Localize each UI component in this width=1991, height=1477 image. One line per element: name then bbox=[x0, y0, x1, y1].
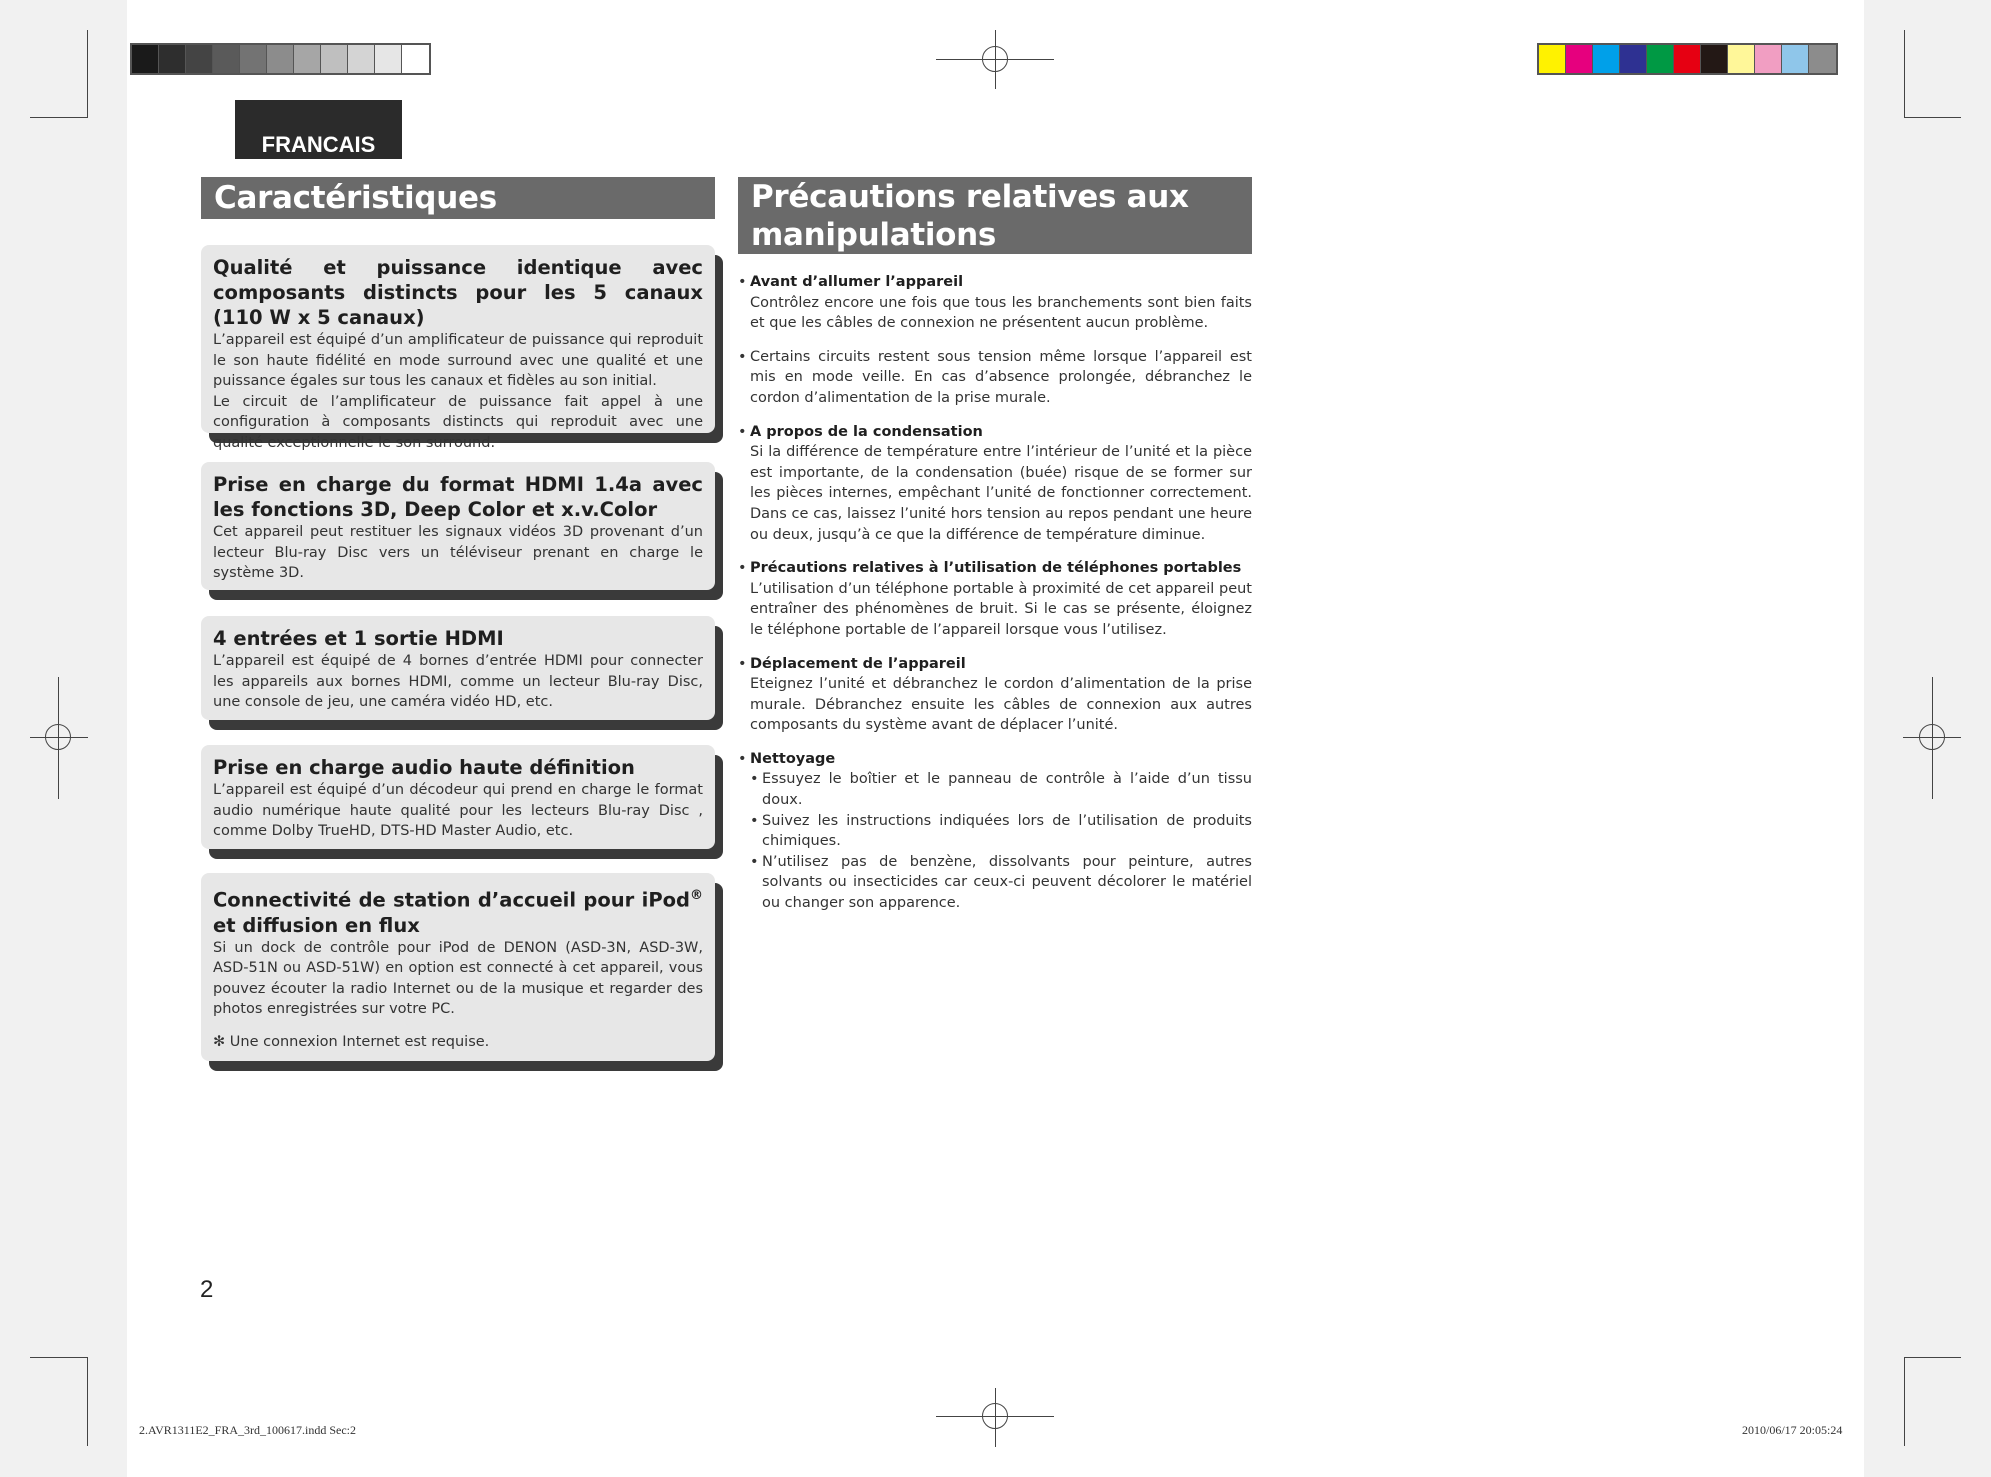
feature-body: L’appareil est équipé d’un décodeur qui prend en charge le format audio numérique haute qualité pour les lecteurs Blu-ray Disc , comme Dolby TrueHD, DTS-HD Master Audio, etc. bbox=[213, 782, 703, 840]
features-section-title: Caractéristiques bbox=[201, 177, 715, 219]
precaution-heading: Déplacement de l’appareil bbox=[750, 655, 966, 672]
color-swatch bbox=[348, 45, 375, 73]
color-swatch bbox=[1809, 45, 1836, 73]
precaution-text: L’utilisation d’un téléphone portable à proximité de cet appareil peut entraîner des phénomènes de bruit. Si le cas se présente, éloignez le téléphone portable de l’appareil lorsque vous l’utilisez. bbox=[750, 580, 1252, 638]
precaution-text: Certains circuits restent sous tension même lorsque l’appareil est mis en mode veille. En cas d’absence prolongée, débranchez le cordon d’alimentation de la prise murale. bbox=[750, 348, 1252, 406]
crop-mark bbox=[87, 1357, 88, 1446]
precaution-subitem-text: Suivez les instructions indiquées lors de l’utilisation de produits chimiques. bbox=[762, 812, 1252, 850]
registration-mark-icon bbox=[1919, 724, 1945, 750]
bullet-icon: • bbox=[738, 655, 747, 672]
precaution-heading: A propos de la condensation bbox=[750, 423, 983, 440]
feature-title: Prise en charge audio haute définition bbox=[213, 756, 635, 779]
color-swatch bbox=[321, 45, 348, 73]
precaution-subitem bbox=[750, 769, 1252, 810]
color-swatch bbox=[1755, 45, 1782, 73]
crop-mark bbox=[1904, 30, 1905, 118]
precaution-heading: Précautions relatives à l’utilisation de téléphones portables bbox=[750, 560, 1242, 577]
feature-body: Si un dock de contrôle pour iPod de DENON (ASD-3N, ASD-3W, ASD-51N ou ASD-51W) en option est connecté à cet appareil, vous pouvez écouter la radio Internet ou de la musique et regarder des photos enregistrées sur votre PC. bbox=[213, 939, 703, 1018]
precaution-subitem bbox=[750, 852, 1252, 914]
feature-title: Prise en charge du format HDMI 1.4a avec les fonctions 3D, Deep Color et x.v.Color bbox=[213, 473, 703, 521]
precaution-item bbox=[738, 347, 1252, 409]
precaution-item bbox=[738, 749, 1252, 914]
feature-box bbox=[201, 616, 715, 720]
color-swatch bbox=[240, 45, 267, 73]
color-swatch bbox=[1620, 45, 1647, 73]
crop-mark bbox=[1904, 1357, 1961, 1358]
precaution-text: Si la différence de température entre l’intérieur de l’unité et la pièce est importante, de la condensation (buée) risque de se former sur les pièces internes, empêchant l’unité de fonctionner correctement. Dans ce cas, laissez l’unité hors tension au repos pendant une heure ou deux, jusqu’à ce que la différence de température diminue. bbox=[750, 444, 1252, 543]
color-swatch bbox=[375, 45, 402, 73]
language-tab: FRANCAIS bbox=[235, 100, 402, 159]
bullet-icon: • bbox=[750, 853, 759, 870]
feature-body: Le circuit de l’amplificateur de puissance fait appel à une configuration à composants distincts qui reproduit avec une qualité exceptionnelle le son surround. bbox=[213, 393, 703, 451]
footer-timestamp: 2010/06/17 20:05:24 bbox=[1742, 1423, 1843, 1437]
crop-mark bbox=[87, 30, 88, 118]
color-swatch bbox=[402, 45, 429, 73]
precaution-heading: Nettoyage bbox=[750, 750, 836, 767]
registration-mark-icon bbox=[982, 46, 1008, 72]
color-swatch bbox=[186, 45, 213, 73]
color-bar bbox=[1537, 43, 1838, 75]
grayscale-bar bbox=[130, 43, 431, 75]
bullet-icon: • bbox=[750, 812, 759, 829]
asterisk-icon: ✻ bbox=[213, 1033, 226, 1050]
feature-title bbox=[213, 883, 703, 938]
feature-title: 4 entrées et 1 sortie HDMI bbox=[213, 627, 504, 650]
color-swatch bbox=[1701, 45, 1728, 73]
bullet-icon: • bbox=[738, 274, 747, 290]
bullet-icon: • bbox=[738, 423, 747, 440]
color-swatch bbox=[132, 45, 159, 73]
feature-box bbox=[201, 245, 715, 451]
feature-note-text: Une connexion Internet est requise. bbox=[229, 1033, 490, 1050]
bullet-icon: • bbox=[738, 750, 747, 767]
bullet-icon: • bbox=[750, 771, 759, 788]
bullet-icon: • bbox=[738, 560, 747, 577]
precaution-item bbox=[738, 422, 1252, 546]
color-swatch bbox=[213, 45, 240, 73]
precautions-title-line: Précautions relatives aux bbox=[751, 179, 1189, 215]
feature-title-text: et diffusion en flux bbox=[213, 913, 420, 937]
feature-body: Cet appareil peut restituer les signaux vidéos 3D provenant d’un lecteur Blu-ray Disc vers un téléviseur prenant en charge le système 3D. bbox=[213, 524, 703, 582]
feature-box bbox=[201, 745, 715, 849]
precaution-subitem-text: N’utilisez pas de benzène, dissolvants pour peinture, autres solvants ou insecticides car ceux-ci peuvent décolorer le matériel ou changer son apparence. bbox=[762, 853, 1252, 912]
feature-title-text: Connectivité de station d’accueil pour iPod bbox=[213, 888, 690, 912]
precaution-text: Contrôlez encore une fois que tous les branchements sont bien faits et que les câbles de connexion ne présentent aucun problème. bbox=[750, 294, 1252, 332]
color-swatch bbox=[1728, 45, 1755, 73]
color-swatch bbox=[1647, 45, 1674, 73]
color-swatch bbox=[1539, 45, 1566, 73]
color-swatch bbox=[1782, 45, 1809, 73]
feature-body: L’appareil est équipé de 4 bornes d’entrée HDMI pour connecter les appareils aux bornes HDMI, comme un lecteur Blu-ray Disc, une console de jeu, une caméra vidéo HD, etc. bbox=[213, 653, 703, 711]
crop-mark bbox=[30, 1357, 88, 1358]
feature-title: Qualité et puissance identique avec composants distincts pour les 5 canaux (110 W x 5 canaux) bbox=[213, 256, 703, 329]
precaution-heading: Avant d’allumer l’appareil bbox=[750, 274, 964, 290]
precaution-item bbox=[738, 558, 1252, 640]
crop-mark bbox=[1904, 1357, 1905, 1446]
crop-mark bbox=[30, 117, 88, 118]
precaution-subitem-text: Essuyez le boîtier et le panneau de contrôle à l’aide d’un tissu doux. bbox=[762, 771, 1252, 809]
color-swatch bbox=[1593, 45, 1620, 73]
color-swatch bbox=[1566, 45, 1593, 73]
feature-box bbox=[201, 462, 715, 590]
precaution-item bbox=[738, 272, 1252, 334]
color-swatch bbox=[267, 45, 294, 73]
crop-mark bbox=[1904, 117, 1961, 118]
feature-box bbox=[201, 873, 715, 1061]
footer-file-info: 2.AVR1311E2_FRA_3rd_100617.indd Sec:2 bbox=[139, 1423, 357, 1437]
precautions-list bbox=[738, 272, 1252, 927]
registration-mark-icon bbox=[982, 1403, 1008, 1429]
precaution-text: Eteignez l’unité et débranchez le cordon d’alimentation de la prise murale. Débranchez ensuite les câbles de connexion aux autres composants du système avant de déplacer l’unité. bbox=[750, 676, 1252, 734]
precautions-section-title bbox=[738, 177, 1252, 254]
precautions-title-line: manipulations bbox=[751, 217, 997, 253]
color-swatch bbox=[1674, 45, 1701, 73]
precaution-subitem bbox=[750, 811, 1252, 852]
feature-body: L’appareil est équipé d’un amplificateur de puissance qui reproduit le son haute fidélité en mode surround avec une qualité et une puissance égales sur tous les canaux et fidèles au son initial. bbox=[213, 332, 703, 390]
page-number: 2 bbox=[200, 1276, 214, 1303]
registered-mark: ® bbox=[690, 888, 703, 903]
color-swatch bbox=[294, 45, 321, 73]
precaution-item bbox=[738, 654, 1252, 736]
feature-note bbox=[213, 1032, 703, 1053]
registration-mark-icon bbox=[45, 724, 71, 750]
bullet-icon: • bbox=[738, 348, 747, 365]
color-swatch bbox=[159, 45, 186, 73]
